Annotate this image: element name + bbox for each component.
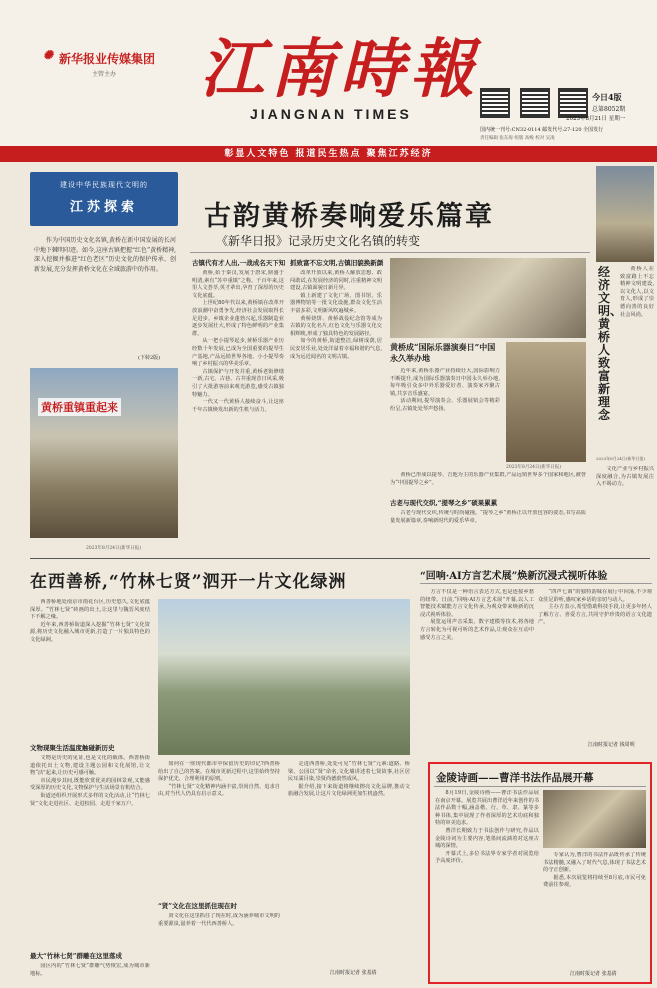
divider (420, 583, 652, 584)
section2-title: “贤”文化在这里抓住现在时 (158, 902, 237, 910)
newspaper-logo-en: JIANGNAN TIMES (250, 106, 412, 122)
section3-title: 最大“竹林七贤”群雕在这里落成 (30, 952, 122, 960)
lower-left-col1: 西善桥地处南京市雨花台区,历史悠久,文化底蕴深厚。“竹林七贤”砖画的出土,让这里与魏晋风度结下不解之缘。 近年来,西善桥街道深入挖掘“竹林七贤”文化资源,将历史文化融入城市更新,打造了一片独具特色的文化绿洲。 (30, 599, 150, 643)
right-vertical-title: 经济文明、黄桥人致富新理念 (598, 265, 623, 422)
left-note: (下转2版) (138, 355, 161, 361)
left-photo-credit: 2023年8月24日(新华日报) (86, 546, 142, 551)
lower-left-photo (158, 599, 410, 755)
inset-photo-2 (506, 342, 586, 462)
left-column (30, 172, 178, 551)
lower-right-col1: 方言不仅是一种语言表达方式,也是连接乡愁的纽带。日前,“回响·AI方言艺术展”开幕,以人工智能技术赋能方言文化传承,为观众带来焕新的沉浸式视听体验。 展览运用声音采集、数字建模等技术,将各地方言转化为可视可听的艺术作品,让观众在互动中感受方言之美。 (420, 589, 534, 641)
inset-body: 近年来,黄桥乐器产业持续壮大,国际影响力不断提升,成为国际乐器演奏日中国永久举办地,每年吸引众多中外乐器爱好者、演奏家齐聚古镇,共享音乐盛宴。 活动期间,提琴演奏会、乐器展销会等精彩纷呈,古镇处处琴声悠扬。 (390, 368, 500, 412)
highlight-col1: 8月19日,金陵诗画——曹洋书法作品展在南京开幕。展览共展出曹洋近年来创作的书法作品数十幅,涵盖楷、行、草、隶、篆等多种书体,集中展现了作者深厚的艺术功底和独特的审美追求。 曹洋长期致力于书法创作与研究,作品以金陵诗词为主要内容,笔墨间流淌着对这座古城的深情。 开幕式上,多位书法界专家学者对展览给予高度评价。 (435, 790, 539, 865)
qr-code-icon (520, 88, 550, 118)
divider (434, 786, 646, 787)
publish-info: 国内统一刊号:CN32-0114 邮发代号:27-120 全国发行 (480, 127, 604, 133)
inset-title: 黄桥成“国际乐器演奏日”中国永久举办地 (390, 342, 496, 363)
col3-body: 古老与现代交织,传统与时尚碰撞。“提琴之乡”黄桥正以开放包容的姿态,书写高质量发展新篇章,奏响新时代的爱乐华章。 (390, 510, 586, 524)
right-body: 黄桥人在致富路上不忘精神文明建设,以文化人,以文育人,形成了崇德向善的良好社会风尚。 (620, 266, 654, 318)
lower-left-col1c: 园区内的“竹林七贤”群雕气势恢宏,成为城市新地标。 (30, 963, 150, 977)
right-photo (596, 166, 654, 262)
left-photo (30, 368, 178, 538)
lower-left-col2: 如何在一座现代都市中保留历史的印记?西善桥给出了自己的答案。在城市更新过程中,这里始终坚持保护优先、合理利用的原则。 “竹林七贤”文化精神内涵丰富,崇尚自然、追求自由,对当代人仍具有启示意义。 (158, 761, 280, 798)
col1-body: 黄桥,始于秦汉,发展于唐宋,鼎盛于明清,素有“苏中重镇”之称。千百年来,这里人文荟萃,英才辈出,孕育了深厚的历史文化底蕴。 上世纪80年代以来,黄桥镇在改革开放浪潮中奋勇争先,经济社会发展取得长足进步。乡镇企业蓬勃兴起,乐器制造业逐步发展壮大,形成了特色鲜明的产业集群。 从一把小提琴起步,黄桥乐器产业历经数十年发展,已成为全国重要的提琴生产基地,产品远销世界各地。小小提琴奏响了乡村振兴的华美乐章。 古镇保护与开发并重,黄桥老街修缮一新,古宅、古巷、古井重现昔日风采,吸引了大批游客前来观光游览,感受古镇独特魅力。 一代又一代黄桥人接续奋斗,让这座千年古镇焕发出新的生机与活力。 (192, 270, 284, 413)
masthead (0, 0, 657, 159)
issue-date: 2023年8月21日 星期一 (566, 116, 626, 122)
lower-right-headline: “回响·AI方言艺术展”焕新沉浸式视听体验 (420, 571, 608, 582)
series-banner-top: 建设中华民族现代文明的 (60, 181, 148, 189)
lower-right-byline: 江南时报记者 钱周明 (588, 742, 635, 748)
slogan-bar (0, 146, 657, 162)
col2-title: 抓致富不忘文明,古镇旧貌换新颜 (290, 259, 384, 267)
group-logo-text: 新华报业传媒集团 (59, 52, 156, 66)
group-sub: 主管主办 (92, 71, 117, 78)
divider (190, 252, 590, 253)
lower-left-col2b: 贤文化在这里抓住了现在时,成为涵养城市文明的重要源泉,滋养着一代代西善桥人。 (158, 913, 280, 927)
group-logo (43, 48, 203, 68)
highlight-byline: 江南时报记者 张基倩 (570, 971, 617, 977)
main-story (190, 166, 590, 546)
right-body-2: 文化产业与乡村振兴深度融合,为古镇发展注入不竭动力。 (596, 466, 654, 488)
left-photo-caption: 黄桥重镇重起来 (38, 398, 121, 416)
qr-code-icon (480, 88, 510, 118)
highlight-photo (543, 790, 646, 848)
lower-left-headline: 在西善桥,“竹林七贤”泗开一片文化绿洲 (30, 572, 347, 592)
highlight-box (428, 762, 652, 984)
lower-left-col3: 走进西善桥,处处可见“竹林七贤”元素:道路、桥梁、公园以“贤”命名,文化墙讲述着七贤故事,社区居民耳濡目染,崇贤尚德蔚然成风。 据介绍,接下来街道将继续擦亮文化品牌,推动文旅融合发展,让这片文化绿洲更加生机盎然。 (288, 761, 410, 798)
newspaper-logo: 江南時報 (200, 32, 480, 107)
lower-left-story (30, 565, 410, 985)
right-photo-credit: 2023年8月24日(新华日报) (596, 456, 645, 461)
issue-pages: 今日4版 (592, 92, 622, 102)
lower-left-byline: 江南时报记者 张基倩 (330, 970, 377, 976)
editors-line: 责任编辑 张东海 组版 高峻 校对 吴凌 (480, 136, 555, 141)
inset-photo (390, 258, 586, 338)
section-divider (30, 558, 650, 559)
main-subhead: 《新华日报》记录历史文化名镇的转变 (216, 234, 421, 248)
col1-title: 古镇代有才人出,一战成名天下知 (192, 259, 286, 267)
issue-number: 总第8052期 (592, 106, 626, 113)
slogan-text: 彰显人文特色 报道民生热点 聚焦江苏经济 (224, 149, 433, 159)
col3-title: 古老与现代交织,“提琴之乡”硕果累累 (390, 499, 498, 507)
lower-left-col1b: 文物是历史的见证,也是文化的载体。西善桥街道依托出土文物,建设主题公园和文化展馆,让文物“活”起来,让历史可感可触。 市民漫步其间,既能欣赏优美的园林景观,又能感受深厚的历史文化,文物保护与生活场景有机结合。 街道还组织开展形式多样的文化活动,让“竹林七贤”文化走进社区、走进校园、走进千家万户。 (30, 755, 150, 807)
col2-body: 改革开放以来,黄桥人解放思想、敢闯敢试,在发展经济的同时,注重精神文明建设,古镇面貌日新月异。 镇上新建了文化广场、图书馆、乐器博物馆等一批文化设施,群众文化生活丰富多彩,文明新风吹遍城乡。 黄桥烧饼、黄桥战役纪念馆等成为古镇的文化名片,红色文化与乐器文化交相辉映,形成了独具特色的发展路径。 如今的黄桥,街道整洁,绿树成荫,居民安居乐业,处处洋溢着幸福和谐的气息,成为远近闻名的文明古镇。 (290, 270, 382, 360)
inset-credit: 2023年8月24日(新华日报) (506, 465, 562, 470)
highlight-col2: 专家认为,曹洋的书法作品既传承了传统书法精髓,又融入了时代气息,体现了书法艺术的守正创新。 据悉,本次展览将持续至8月底,市民可免费前往参观。 (543, 852, 646, 889)
left-intro: 作为中国历史文化名镇,黄桥在新中国发展的长河中地下棘明印迹。如今,这座古镇把握“红色”黄桥精神,深入挖掘并推进“红色老区”历史文化的保护传承、创新发展,充分发挥黄桥文化在全域旅游中的作用。 (34, 237, 176, 273)
lower-right-story (420, 565, 652, 755)
group-logo-icon: ✺ (43, 48, 54, 62)
series-banner (30, 172, 178, 226)
series-banner-main: 江苏探索 (69, 200, 138, 215)
right-column (596, 166, 654, 546)
lower-right-col2: “四声七调”的独特韵味在展厅中回荡,不少观众驻足聆听,感叹家乡话的亲切与动人。 主办方表示,希望借助科技手段,让更多年轻人了解方言、喜爱方言,共同守护珍贵的语言文化遗产。 (538, 589, 652, 626)
highlight-headline: 金陵诗画——曹洋书法作品展开幕 (436, 772, 594, 784)
section1-title: 文物现聚生活温度触碰新历史 (30, 744, 115, 752)
main-headline: 古韵黄桥奏响爱乐篇章 (204, 201, 494, 232)
col3-body-top: 黄桥已形成以提琴、吉他为主的乐器产业集群,产品远销世界多个国家和地区,被誉为“中国提琴之乡”。 (390, 472, 586, 486)
